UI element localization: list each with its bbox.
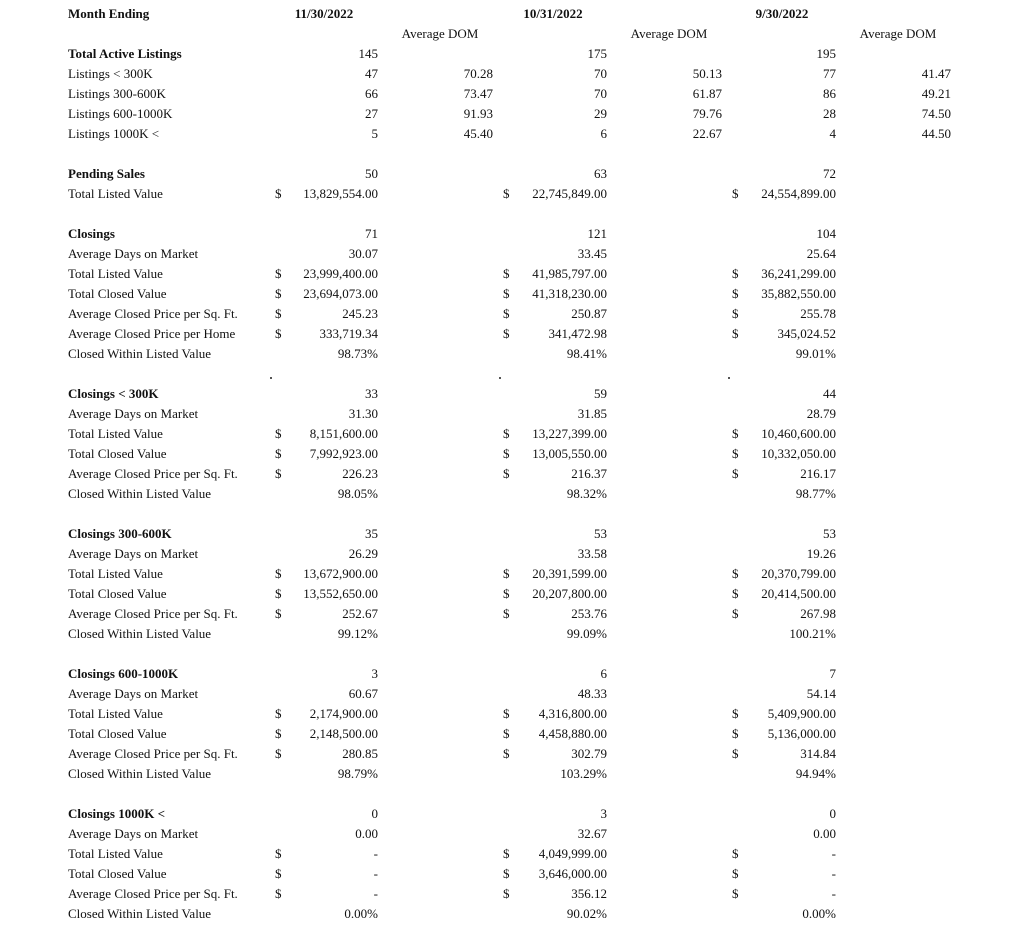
row-value: 314.84 (800, 746, 836, 761)
row-value: 23,694,073.00 (303, 286, 378, 301)
currency-sign: $ (275, 306, 282, 321)
row-value: 48.33 (577, 686, 607, 701)
row-label: Closed Within Listed Value (68, 346, 212, 361)
section-total-value: 6 (600, 666, 607, 681)
row-value: 28.79 (806, 406, 836, 421)
row-value: 54.14 (806, 686, 836, 701)
currency-sign: $ (503, 866, 510, 881)
section-total-value: 53 (823, 526, 836, 541)
row-value: 10,332,050.00 (761, 446, 836, 461)
row-label: Average Closed Price per Sq. Ft. (68, 466, 238, 481)
currency-sign: $ (275, 746, 282, 761)
row-value: 77 (823, 66, 836, 81)
row-label: Average Days on Market (68, 406, 199, 421)
currency-sign: $ (732, 326, 739, 341)
row-value: 98.73% (337, 346, 378, 361)
currency-sign: $ (503, 566, 510, 581)
row-label: Listings 300-600K (68, 86, 166, 101)
currency-sign: $ (275, 866, 282, 881)
currency-sign: $ (503, 606, 510, 621)
row-value: 90.02% (566, 906, 607, 921)
row-label: Total Listed Value (68, 706, 163, 721)
period-header: 9/30/2022 (755, 6, 809, 21)
section-title: Total Active Listings (68, 46, 182, 61)
section-total-value: 63 (594, 166, 607, 181)
row-value: 2,148,500.00 (309, 726, 378, 741)
row-value: 41,985,797.00 (532, 266, 607, 281)
row-value: 253.76 (571, 606, 607, 621)
row-value: 0.00 (813, 826, 836, 841)
section-total-value: 53 (594, 526, 607, 541)
section-title: Closings 300-600K (68, 526, 172, 541)
currency-sign: $ (275, 286, 282, 301)
period-header: 11/30/2022 (294, 6, 354, 21)
row-value: 4,316,800.00 (538, 706, 607, 721)
row-value: 13,552,650.00 (303, 586, 378, 601)
row-value: 86 (823, 86, 836, 101)
currency-sign: $ (732, 866, 739, 881)
section-total-value: 44 (823, 386, 836, 401)
row-label: Average Closed Price per Sq. Ft. (68, 886, 238, 901)
avg-dom-header: Average DOM (401, 26, 479, 41)
row-label: Total Closed Value (68, 586, 167, 601)
row-value: - (373, 866, 378, 881)
row-value: 302.79 (571, 746, 607, 761)
row-value: 226.23 (342, 466, 378, 481)
row-value: 3,646,000.00 (538, 866, 607, 881)
avg-dom-value: 49.21 (921, 86, 951, 101)
month-ending-label: Month Ending (68, 6, 150, 21)
currency-sign: $ (275, 726, 282, 741)
row-value: 0.00% (802, 906, 836, 921)
avg-dom-value: 50.13 (692, 66, 722, 81)
period-header: 10/31/2022 (523, 6, 583, 21)
currency-sign: $ (275, 606, 282, 621)
currency-sign: $ (275, 326, 282, 341)
row-label: Average Closed Price per Sq. Ft. (68, 306, 238, 321)
section-total-value: 3 (371, 666, 378, 681)
row-value: 70 (594, 86, 607, 101)
row-value: 345,024.52 (777, 326, 836, 341)
section-total-value: 33 (365, 386, 378, 401)
row-value: 66 (365, 86, 378, 101)
row-value: 47 (365, 66, 378, 81)
row-value: 33.58 (577, 546, 607, 561)
currency-sign: $ (503, 186, 510, 201)
avg-dom-value: 73.47 (463, 86, 493, 101)
row-label: Total Closed Value (68, 726, 167, 741)
section-total-value: 7 (829, 666, 836, 681)
row-value: 19.26 (806, 546, 836, 561)
currency-sign: $ (275, 706, 282, 721)
currency-sign: $ (503, 726, 510, 741)
row-value: 8,151,600.00 (309, 426, 378, 441)
row-label: Listings < 300K (68, 66, 153, 81)
row-value: 103.29% (560, 766, 607, 781)
row-value: 29 (594, 106, 607, 121)
row-value: 4 (829, 126, 836, 141)
row-value: - (831, 846, 836, 861)
row-value: 60.67 (348, 686, 378, 701)
row-label: Total Listed Value (68, 266, 163, 281)
row-label: Average Days on Market (68, 686, 199, 701)
currency-sign: $ (275, 186, 282, 201)
row-value: 4,049,999.00 (538, 846, 607, 861)
row-value: - (373, 846, 378, 861)
currency-sign: $ (732, 466, 739, 481)
avg-dom-header: Average DOM (859, 26, 937, 41)
row-value: 216.37 (571, 466, 607, 481)
row-value: 33.45 (577, 246, 607, 261)
row-value: 13,672,900.00 (303, 566, 378, 581)
currency-sign: $ (275, 446, 282, 461)
row-label: Total Closed Value (68, 866, 167, 881)
row-value: 20,391,599.00 (532, 566, 607, 581)
currency-sign: $ (275, 886, 282, 901)
row-value: 5,409,900.00 (767, 706, 836, 721)
row-value: 26.29 (348, 546, 378, 561)
row-value: 31.30 (348, 406, 378, 421)
currency-sign: $ (503, 306, 510, 321)
section-title: Closings < 300K (68, 386, 159, 401)
section-total-value: 0 (371, 806, 378, 821)
currency-sign: $ (732, 266, 739, 281)
row-value: 5 (371, 126, 378, 141)
currency-sign: $ (503, 466, 510, 481)
avg-dom-value: 45.40 (463, 126, 493, 141)
row-value: 13,227,399.00 (532, 426, 607, 441)
row-value: 41,318,230.00 (532, 286, 607, 301)
row-value: 356.12 (571, 886, 607, 901)
section-total-value: 71 (365, 226, 378, 241)
row-value: 99.01% (795, 346, 836, 361)
currency-sign: $ (503, 446, 510, 461)
row-value: 98.05% (337, 486, 378, 501)
row-value: 2,174,900.00 (309, 706, 378, 721)
currency-sign: $ (275, 426, 282, 441)
row-value: 23,999,400.00 (303, 266, 378, 281)
section-total-value: 175 (587, 46, 607, 61)
row-label: Average Days on Market (68, 826, 199, 841)
currency-sign: $ (732, 606, 739, 621)
row-label: Average Days on Market (68, 246, 199, 261)
currency-sign: $ (503, 286, 510, 301)
row-label: Average Closed Price per Sq. Ft. (68, 606, 238, 621)
row-value: 31.85 (577, 406, 607, 421)
currency-sign: $ (275, 846, 282, 861)
row-value: 13,829,554.00 (303, 186, 378, 201)
row-value: 98.32% (566, 486, 607, 501)
currency-sign: $ (732, 586, 739, 601)
row-label: Average Closed Price per Home (68, 326, 236, 341)
currency-sign: $ (732, 886, 739, 901)
row-value: 98.41% (566, 346, 607, 361)
row-value: 0.00 (355, 826, 378, 841)
row-value: 98.77% (795, 486, 836, 501)
row-value: 22,745,849.00 (532, 186, 607, 201)
row-label: Total Listed Value (68, 186, 163, 201)
row-value: 5,136,000.00 (767, 726, 836, 741)
row-value: 20,207,800.00 (532, 586, 607, 601)
section-total-value: 72 (823, 166, 836, 181)
section-title: Closings 600-1000K (68, 666, 179, 681)
row-value: 267.98 (800, 606, 836, 621)
avg-dom-value: 91.93 (463, 106, 493, 121)
row-value: 28 (823, 106, 836, 121)
row-value: 216.17 (800, 466, 836, 481)
scan-artifact-dot (499, 377, 501, 379)
row-value: 280.85 (342, 746, 378, 761)
currency-sign: $ (732, 186, 739, 201)
avg-dom-value: 79.76 (692, 106, 722, 121)
row-value: 4,458,880.00 (538, 726, 607, 741)
section-total-value: 145 (358, 46, 378, 61)
section-title: Pending Sales (68, 166, 145, 181)
currency-sign: $ (503, 706, 510, 721)
row-label: Listings 600-1000K (68, 106, 173, 121)
currency-sign: $ (503, 846, 510, 861)
avg-dom-value: 41.47 (921, 66, 951, 81)
row-label: Total Listed Value (68, 426, 163, 441)
section-title: Closings 1000K < (68, 806, 165, 821)
avg-dom-value: 70.28 (463, 66, 493, 81)
section-title: Closings (68, 226, 115, 241)
scan-artifact-dot (728, 377, 730, 379)
row-value: 100.21% (789, 626, 836, 641)
row-value: 20,414,500.00 (761, 586, 836, 601)
row-label: Closed Within Listed Value (68, 486, 212, 501)
row-value: 98.79% (337, 766, 378, 781)
row-value: 0.00% (344, 906, 378, 921)
section-total-value: 3 (600, 806, 607, 821)
row-value: - (373, 886, 378, 901)
row-value: 99.12% (337, 626, 378, 641)
row-value: 6 (600, 126, 607, 141)
currency-sign: $ (732, 846, 739, 861)
row-label: Closed Within Listed Value (68, 906, 212, 921)
row-label: Closed Within Listed Value (68, 766, 212, 781)
currency-sign: $ (275, 266, 282, 281)
currency-sign: $ (503, 266, 510, 281)
section-total-value: 121 (587, 226, 607, 241)
avg-dom-value: 61.87 (692, 86, 722, 101)
avg-dom-value: 74.50 (921, 106, 951, 121)
row-value: 250.87 (571, 306, 607, 321)
currency-sign: $ (503, 886, 510, 901)
row-value: 341,472.98 (548, 326, 607, 341)
row-label: Average Days on Market (68, 546, 199, 561)
row-value: 245.23 (342, 306, 378, 321)
row-value: 13,005,550.00 (532, 446, 607, 461)
row-value: 255.78 (800, 306, 836, 321)
row-label: Total Closed Value (68, 286, 167, 301)
row-value: 27 (365, 106, 378, 121)
row-label: Average Closed Price per Sq. Ft. (68, 746, 238, 761)
scan-artifact-dot (270, 377, 272, 379)
currency-sign: $ (275, 586, 282, 601)
row-value: 36,241,299.00 (761, 266, 836, 281)
row-label: Total Listed Value (68, 846, 163, 861)
currency-sign: $ (732, 566, 739, 581)
row-value: 25.64 (806, 246, 836, 261)
row-value: 99.09% (566, 626, 607, 641)
currency-sign: $ (275, 566, 282, 581)
currency-sign: $ (503, 426, 510, 441)
currency-sign: $ (732, 426, 739, 441)
currency-sign: $ (732, 726, 739, 741)
row-value: 35,882,550.00 (761, 286, 836, 301)
row-label: Total Listed Value (68, 566, 163, 581)
section-total-value: 59 (594, 386, 607, 401)
currency-sign: $ (503, 326, 510, 341)
row-value: - (831, 886, 836, 901)
currency-sign: $ (275, 466, 282, 481)
section-total-value: 0 (829, 806, 836, 821)
avg-dom-value: 22.67 (692, 126, 722, 141)
avg-dom-header: Average DOM (630, 26, 708, 41)
currency-sign: $ (732, 286, 739, 301)
row-label: Listings 1000K < (68, 126, 160, 141)
row-value: 10,460,600.00 (761, 426, 836, 441)
section-total-value: 50 (365, 166, 378, 181)
row-value: 30.07 (348, 246, 378, 261)
section-total-value: 35 (365, 526, 378, 541)
section-total-value: 195 (816, 46, 836, 61)
avg-dom-value: 44.50 (921, 126, 951, 141)
currency-sign: $ (732, 446, 739, 461)
row-label: Total Closed Value (68, 446, 167, 461)
currency-sign: $ (732, 706, 739, 721)
row-value: 70 (594, 66, 607, 81)
row-label: Closed Within Listed Value (68, 626, 212, 641)
row-value: 94.94% (795, 766, 836, 781)
row-value: 32.67 (577, 826, 607, 841)
row-value: 252.67 (342, 606, 378, 621)
currency-sign: $ (732, 306, 739, 321)
row-value: 24,554,899.00 (761, 186, 836, 201)
section-total-value: 104 (816, 226, 836, 241)
currency-sign: $ (503, 586, 510, 601)
row-value: 333,719.34 (319, 326, 378, 341)
currency-sign: $ (732, 746, 739, 761)
row-value: 20,370,799.00 (761, 566, 836, 581)
row-value: 7,992,923.00 (309, 446, 378, 461)
currency-sign: $ (503, 746, 510, 761)
row-value: - (831, 866, 836, 881)
